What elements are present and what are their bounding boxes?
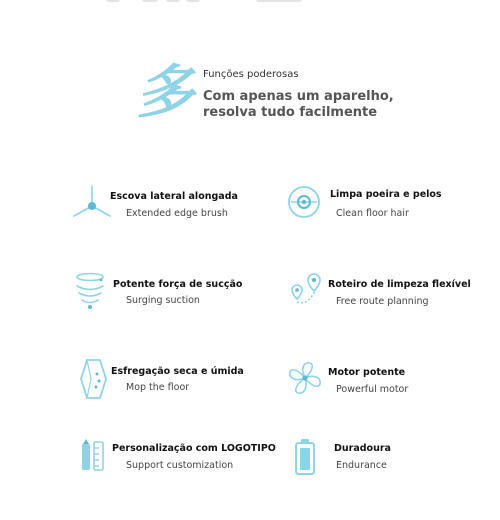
svg-text:多: 多 [133, 58, 206, 126]
suction-swirl-icon [74, 270, 108, 310]
cropped-top-fragment [96, 0, 316, 6]
mop-pad-icon [78, 358, 108, 400]
customize-tools-icon [80, 438, 106, 472]
decorative-big-character-icon [133, 58, 206, 126]
feature-subtitle: Powerful motor [336, 384, 409, 395]
battery-icon [294, 438, 316, 476]
feature-subtitle: Surging suction [126, 295, 200, 306]
feature-title: Motor potente [328, 367, 406, 378]
section-title: Com apenas um aparelho, resolva tudo facilmente [203, 89, 394, 120]
feature-title: Potente força de sucção [113, 279, 243, 290]
feature-subtitle: Mop the floor [126, 382, 190, 393]
section-header [133, 58, 448, 132]
feature-subtitle: Endurance [336, 460, 387, 471]
feature-title: Roteiro de limpeza flexível [328, 279, 471, 290]
feature-title: Esfregação seca e úmida [111, 366, 244, 377]
feature-subtitle: Support customization [126, 460, 234, 471]
fan-icon [286, 360, 324, 396]
feature-subtitle: Clean floor hair [336, 208, 409, 219]
feature-title: Duradoura [334, 443, 391, 454]
section-subtitle: Funções poderosas [203, 69, 299, 80]
route-pin-icon [288, 272, 324, 308]
robot-vacuum-icon [286, 184, 322, 220]
feature-title: Personalização com LOGOTIPO [112, 443, 276, 454]
feature-subtitle: Extended edge brush [126, 208, 228, 219]
side-brush-icon [70, 182, 114, 222]
feature-title: Limpa poeira e pelos [330, 189, 442, 200]
feature-subtitle: Free route planning [336, 296, 429, 307]
feature-title: Escova lateral alongada [110, 191, 238, 202]
